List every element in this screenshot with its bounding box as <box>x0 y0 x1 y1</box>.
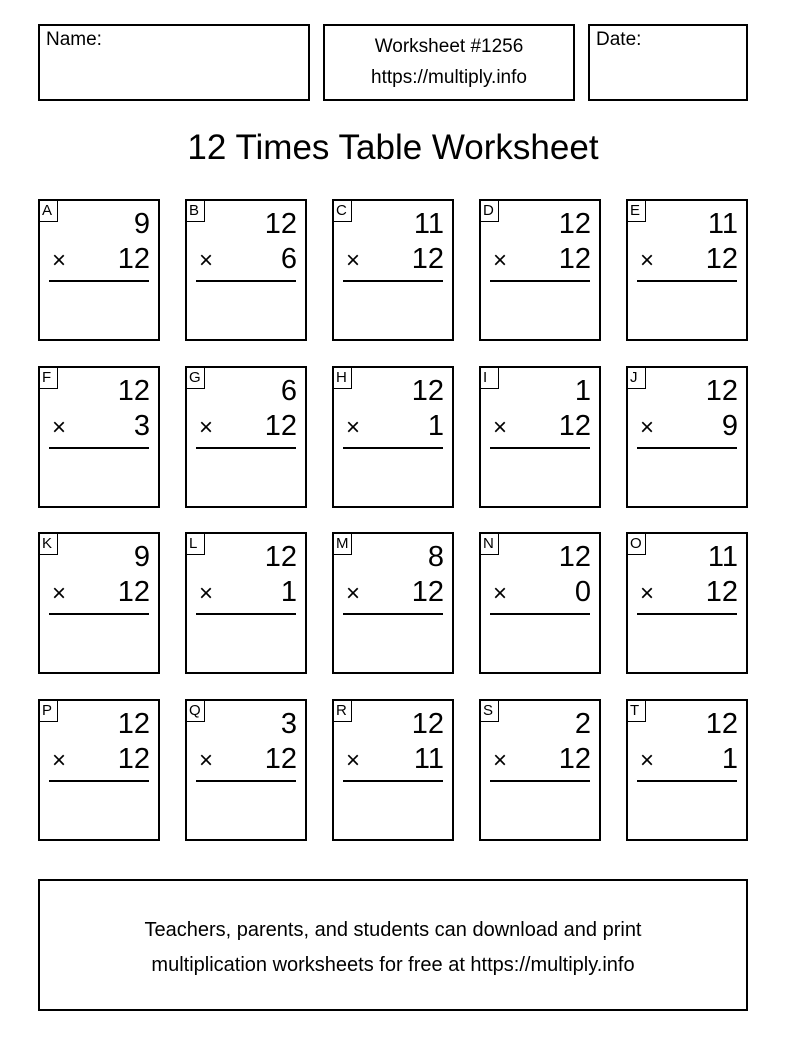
multiplicand: 9 <box>133 541 150 573</box>
problem-letter: P <box>38 699 58 722</box>
multiplier: 3 <box>133 410 150 442</box>
problem-card[interactable] <box>626 532 748 674</box>
problem-letter: K <box>38 532 58 555</box>
answer-line <box>490 447 590 449</box>
times-sign: × <box>199 414 214 441</box>
multiplier: 12 <box>558 243 591 275</box>
problem-letter: N <box>479 532 499 555</box>
name-field[interactable] <box>38 24 310 101</box>
answer-line <box>343 447 443 449</box>
multiplier: 1 <box>280 576 297 608</box>
problem-card[interactable] <box>479 699 601 841</box>
footer-line-2: multiplication worksheets for free at https://multiply.info <box>151 954 635 976</box>
date-label: Date: <box>596 29 642 50</box>
multiplicand: 1 <box>574 375 591 407</box>
times-sign: × <box>52 247 67 274</box>
footer-line-1: Teachers, parents, and students can download and print <box>144 919 642 941</box>
multiplicand: 2 <box>574 708 591 740</box>
problem-card[interactable] <box>38 199 160 341</box>
problem-card[interactable] <box>332 699 454 841</box>
problem-card[interactable] <box>38 366 160 508</box>
problem-letter: C <box>332 199 352 222</box>
multiplier: 12 <box>558 743 591 775</box>
problem-card[interactable] <box>626 366 748 508</box>
problem-letter: T <box>626 699 646 722</box>
footer-note <box>38 879 748 1011</box>
problem-letter: O <box>626 532 646 555</box>
multiplier: 12 <box>117 743 150 775</box>
worksheet-url: https://multiply.info <box>371 67 527 88</box>
multiplier: 9 <box>721 410 738 442</box>
problem-card[interactable] <box>38 532 160 674</box>
multiplier: 12 <box>264 743 297 775</box>
answer-line <box>49 280 149 282</box>
multiplicand: 12 <box>705 708 738 740</box>
problem-letter: E <box>626 199 646 222</box>
times-sign: × <box>346 247 361 274</box>
problem-letter: L <box>185 532 205 555</box>
problem-letter: D <box>479 199 499 222</box>
problem-card[interactable] <box>185 366 307 508</box>
problem-letter: R <box>332 699 352 722</box>
multiplicand: 12 <box>705 375 738 407</box>
problem-card[interactable] <box>185 199 307 341</box>
multiplier: 11 <box>413 743 444 775</box>
problem-letter: B <box>185 199 205 222</box>
times-sign: × <box>346 747 361 774</box>
multiplier: 12 <box>117 243 150 275</box>
times-sign: × <box>346 580 361 607</box>
times-sign: × <box>346 414 361 441</box>
answer-line <box>637 613 737 615</box>
times-sign: × <box>199 580 214 607</box>
times-sign: × <box>199 247 214 274</box>
multiplicand: 12 <box>117 708 150 740</box>
multiplicand: 12 <box>117 375 150 407</box>
worksheet-number: Worksheet #1256 <box>374 36 524 57</box>
times-sign: × <box>640 247 655 274</box>
problem-card[interactable] <box>332 532 454 674</box>
problem-letter: Q <box>185 699 205 722</box>
answer-line <box>637 280 737 282</box>
multiplicand: 6 <box>280 375 297 407</box>
times-sign: × <box>493 580 508 607</box>
times-sign: × <box>199 747 214 774</box>
multiplicand: 3 <box>280 708 297 740</box>
problem-letter: G <box>185 366 205 389</box>
problem-card[interactable] <box>479 199 601 341</box>
problem-letter: H <box>332 366 352 389</box>
answer-line <box>196 447 296 449</box>
problem-letter: S <box>479 699 499 722</box>
answer-line <box>343 780 443 782</box>
multiplier: 12 <box>558 410 591 442</box>
multiplicand: 12 <box>264 208 297 240</box>
problem-card[interactable] <box>479 532 601 674</box>
multiplicand: 12 <box>264 541 297 573</box>
answer-line <box>490 613 590 615</box>
multiplicand: 12 <box>558 208 591 240</box>
times-sign: × <box>640 414 655 441</box>
problem-letter: J <box>626 366 646 389</box>
multiplier: 1 <box>427 410 444 442</box>
answer-line <box>49 780 149 782</box>
times-sign: × <box>52 580 67 607</box>
multiplier: 12 <box>411 576 444 608</box>
worksheet-title: 12 Times Table Worksheet <box>187 128 599 167</box>
multiplier: 0 <box>574 576 591 608</box>
multiplier: 12 <box>705 576 738 608</box>
problem-card[interactable] <box>38 699 160 841</box>
problem-letter: F <box>38 366 58 389</box>
times-sign: × <box>493 747 508 774</box>
multiplicand: 11 <box>707 208 738 240</box>
date-field[interactable] <box>588 24 748 101</box>
answer-line <box>196 613 296 615</box>
multiplicand: 8 <box>427 541 444 573</box>
problem-card[interactable] <box>332 366 454 508</box>
times-sign: × <box>52 414 67 441</box>
answer-line <box>490 280 590 282</box>
problem-letter: A <box>38 199 58 222</box>
answer-line <box>637 447 737 449</box>
answer-line <box>196 780 296 782</box>
answer-line <box>49 613 149 615</box>
multiplier: 1 <box>721 743 738 775</box>
worksheet-info-box <box>323 24 575 101</box>
problem-card[interactable] <box>626 699 748 841</box>
footer-text <box>40 913 746 983</box>
multiplicand: 12 <box>411 708 444 740</box>
answer-line <box>343 280 443 282</box>
multiplicand: 9 <box>133 208 150 240</box>
answer-line <box>343 613 443 615</box>
answer-line <box>196 280 296 282</box>
times-sign: × <box>640 580 655 607</box>
problem-letter: M <box>332 532 352 555</box>
answer-line <box>490 780 590 782</box>
name-label: Name: <box>46 29 102 50</box>
problem-card[interactable] <box>185 699 307 841</box>
multiplier: 12 <box>411 243 444 275</box>
problem-card[interactable] <box>185 532 307 674</box>
answer-line <box>637 780 737 782</box>
multiplicand: 12 <box>411 375 444 407</box>
multiplicand: 12 <box>558 541 591 573</box>
problem-letter: I <box>479 366 499 389</box>
answer-line <box>49 447 149 449</box>
times-sign: × <box>52 747 67 774</box>
problem-card[interactable] <box>626 199 748 341</box>
multiplier: 12 <box>117 576 150 608</box>
problem-card[interactable] <box>332 199 454 341</box>
problem-card[interactable] <box>479 366 601 508</box>
multiplicand: 11 <box>413 208 444 240</box>
times-sign: × <box>493 247 508 274</box>
multiplier: 12 <box>705 243 738 275</box>
times-sign: × <box>640 747 655 774</box>
times-sign: × <box>493 414 508 441</box>
multiplicand: 11 <box>707 541 738 573</box>
multiplier: 6 <box>280 243 297 275</box>
multiplier: 12 <box>264 410 297 442</box>
